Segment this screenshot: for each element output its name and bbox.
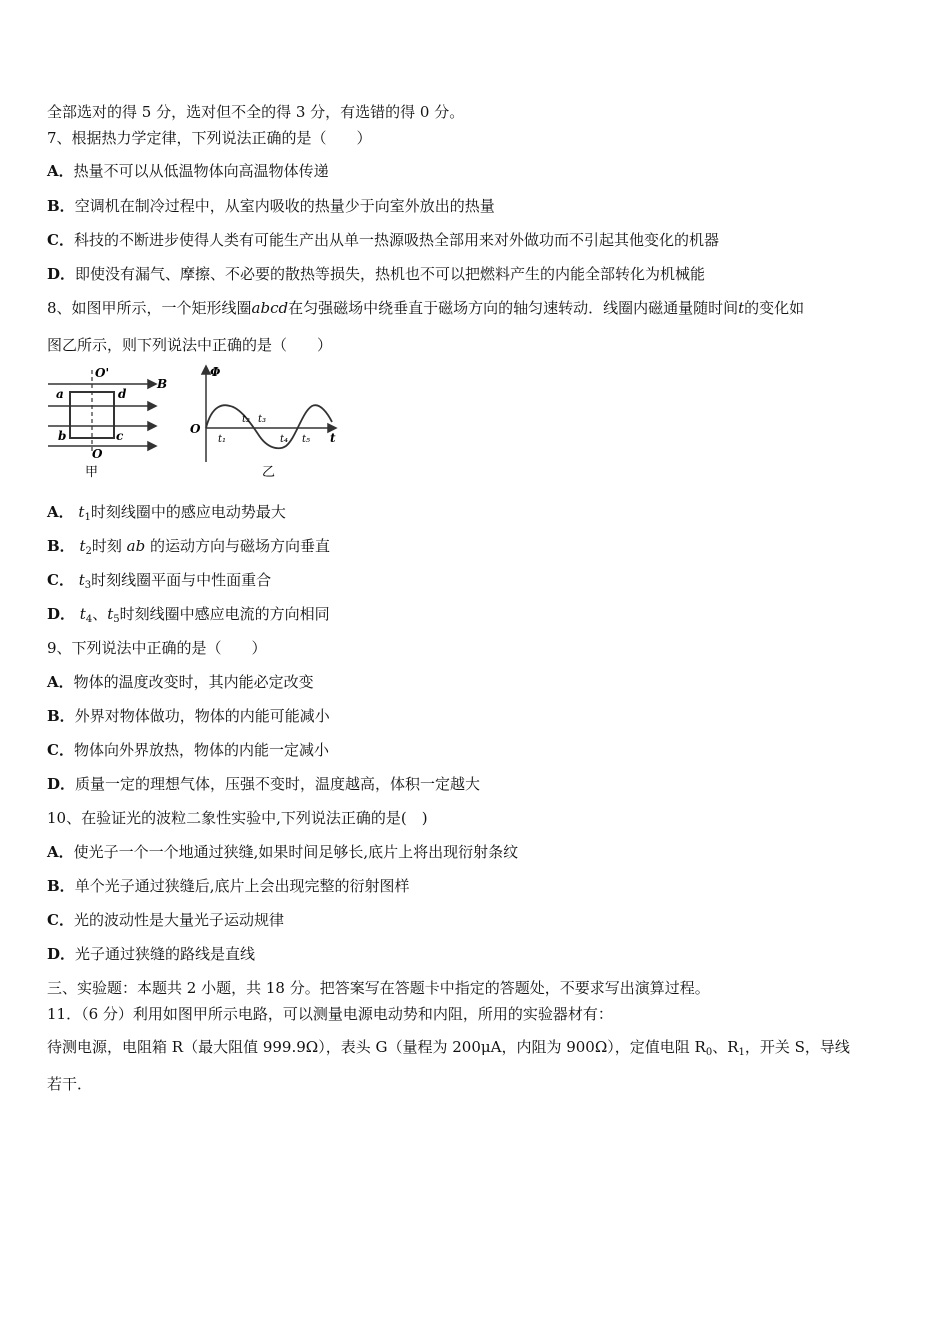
section3-heading: 三、实验题：本题共 2 小题，共 18 分。把答案写在答题卡中指定的答题处，不要求写出演算过程。 [47,979,710,997]
q10-option-b[interactable]: B．单个光子通过狭缝后,底片上会出现完整的衍射图样 [47,877,410,895]
intro-text: 全部选对的得 5 分，选对但不全的得 3 分，有选错的得 0 分。 [47,103,465,121]
label-t-axis: t [330,431,336,445]
label-t5: t₅ [302,434,311,445]
q7-option-a[interactable]: A．热量不可以从低温物体向高温物体传递 [47,162,329,180]
q8-option-c[interactable]: C． $t_3$时刻线圈平面与中性面重合 [47,571,272,591]
q9-option-c[interactable]: C．物体向外界放热，物体的内能一定减小 [47,741,329,759]
label-o: O [92,447,103,461]
label-c: c [116,429,124,443]
label-b-field: B [157,377,168,391]
q7-option-d[interactable]: D．即使没有漏气、摩擦、不必要的散热等损失，热机也不可以把燃料产生的内能全部转化为机械能 [47,265,706,283]
q7-option-c[interactable]: C．科技的不断进步使得人类有可能生产出从单一热源吸热全部用来对外做功而不引起其他变化的机器 [47,231,719,249]
label-b: b [58,429,67,443]
caption-yi: 乙 [262,465,276,480]
q9-stem: 9、下列说法中正确的是（ ） [47,639,267,657]
q8-figure-svg [40,362,340,487]
q11-materials: 待测电源，电阻箱 R（最大阻值 999.9Ω），表头 G（量程为 200μA，内阻为 900Ω），定值电阻 $R_0$、$R_1$，开关 S，导线 [47,1038,850,1058]
label-t2: t₂ [242,414,251,425]
q8-option-a[interactable]: A． $t_1$时刻线圈中的感应电动势最大 [47,503,286,523]
label-o-prime: O' [95,366,110,380]
label-a: a [56,387,64,401]
q11-stem: 11．（6 分）利用如图甲所示电路，可以测量电源电动势和内阻，所用的实验器材有： [47,1005,613,1023]
label-phi: Φ [210,365,221,379]
q8-stem: 8、如图甲所示，一个矩形线圈abcd在匀强磁场中绕垂直于磁场方向的轴匀速转动．线圈内磁通量随时间t的变化如 [47,299,805,317]
q8-option-d[interactable]: D． $t_4$、$t_5$时刻线圈中感应电流的方向相同 [47,605,330,625]
q8-option-b[interactable]: B． $t_2$时刻 ab 的运动方向与磁场方向垂直 [47,537,331,557]
q8-stem-line2: 图乙所示，则下列说法中正确的是（ ） [47,336,333,354]
q8-figure [40,362,340,491]
q11-materials-line3: 若干． [47,1075,93,1093]
label-t3: t₃ [258,414,267,425]
flux-graph [202,366,336,462]
q10-option-a[interactable]: A．使光子一个一个地通过狭缝,如果时间足够长,底片上将出现衍射条纹 [47,843,519,861]
q10-stem: 10、在验证光的波粒二象性实验中,下列说法正确的是( ) [47,809,428,827]
q10-option-d[interactable]: D．光子通过狭缝的路线是直线 [47,945,256,963]
label-d: d [118,387,127,401]
q7-option-b[interactable]: B．空调机在制冷过程中，从室内吸收的热量少于向室外放出的热量 [47,197,495,215]
label-t1: t₁ [218,434,227,445]
q9-option-a[interactable]: A．物体的温度改变时，其内能必定改变 [47,673,314,691]
q7-stem: 7、根据热力学定律，下列说法正确的是（ ） [47,129,372,147]
q9-option-b[interactable]: B．外界对物体做功，物体的内能可能减小 [47,707,330,725]
q10-option-c[interactable]: C．光的波动性是大量光子运动规律 [47,911,284,929]
label-t4: t₄ [280,434,289,445]
caption-jia: 甲 [85,465,99,480]
label-origin: O [190,422,201,436]
q9-option-d[interactable]: D．质量一定的理想气体，压强不变时，温度越高，体积一定越大 [47,775,481,793]
